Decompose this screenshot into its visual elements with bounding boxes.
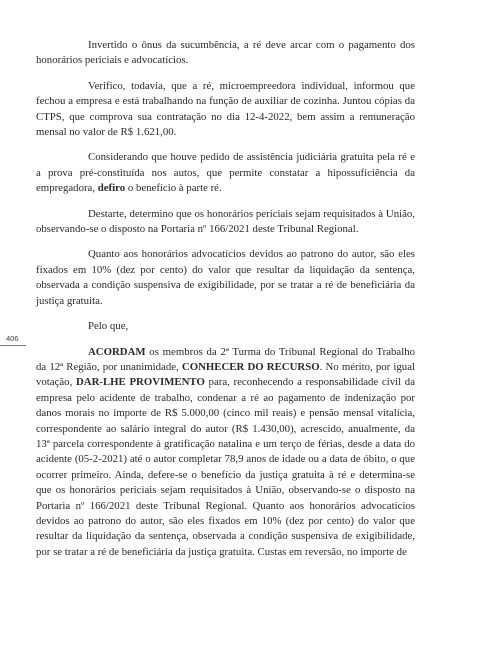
document-body [36,38,415,560]
text-segment: Considerando que houve pedido de assistência judiciária gratuita pela ré e a prova pré-constituída nos autos, que permite constatar a hipossuficiência da empregadora, [36,151,415,195]
text-segment: para, reconhecendo a responsabilidade civil da empresa pelo acidente de trabalho, condenar a ré ao pagamento de indenização por danos morais no importe de R$ 5.000,00 (cinco mil reais) e pensão mensal vitalícia, correspondente ao salário integral do autor (R$ 1.430,00), acrescido, anualmente, da 13ª parcela correspondente à gratificação natalina e um terço de férias, desde a data do acidente (05-2-2021) até o autor completar 78,9 anos de idade ou a data de óbito, o que ocorrer primeiro. Ainda, defere-se o benefício da justiça gratuita à ré e determina-se que os honorários periciais sejam requisitados à União, observando-se o disposto na Portaria nº 166/2021 deste Tribunal Regional. Quanto aos honorários advocatícios devidos ao patrono do autor, são eles fixados em 10% (dez por cento) do valor que resultar da liquidação da sentença, observada a condição suspensiva de exigibilidade, por se tratar a ré de beneficiária da justiça gratuita. Custas em reversão, no importe de [36,376,415,558]
paragraph [36,79,415,141]
paragraph [36,207,415,238]
paragraph [36,150,415,196]
text-segment: Destarte, determino que os honorários periciais sejam requisitados à União, observando-se o disposto na Portaria nº 166/2021 deste Tribunal Regional. [36,207,415,236]
paragraph [36,345,415,561]
text-segment: os membros da 2ª Turma do Tribunal Regional do Trabalho da 12ª Região, por unanimidade, [36,345,415,373]
bold-text: defiro [97,182,126,195]
margin-rule [0,345,26,346]
paragraph [36,319,415,334]
text-segment: Invertido o ônus da sucumbência, a ré deve arcar com o pagamento dos honorários periciais e advocatícios. [36,39,415,67]
page-number: 406 [6,334,19,343]
text-segment: Quanto aos honorários advocatícios devidos ao patrono do autor, são eles fixados em 10% (dez por cento) do valor que resultar da liquidação da sentença, observada a condição suspensiva de exigibilidade, por se tratar a ré de beneficiária da justiça gratuita. [36,248,415,307]
paragraph [36,247,415,309]
text-segment: . No mérito, por igual votação, [36,360,416,389]
bold-text: DAR-LHE PROVIMENTO [75,376,205,389]
bold-text: ACORDAM [88,345,146,358]
text-segment: o benefício à parte ré. [125,182,222,195]
paragraph [36,38,415,69]
text-segment: Verifico, todavia, que a ré, microempreedora individual, informou que fechou a empresa e está trabalhando na função de auxiliar de cozinha. Juntou cópias da CTPS, que comprova sua contratação no dia 12-4-2022, bem assim a remuneração mensal no valor de R$ 1.621,00. [36,79,415,139]
text-segment: Pelo que, [88,320,129,333]
bold-text: CONHECER DO RECURSO [181,360,320,373]
